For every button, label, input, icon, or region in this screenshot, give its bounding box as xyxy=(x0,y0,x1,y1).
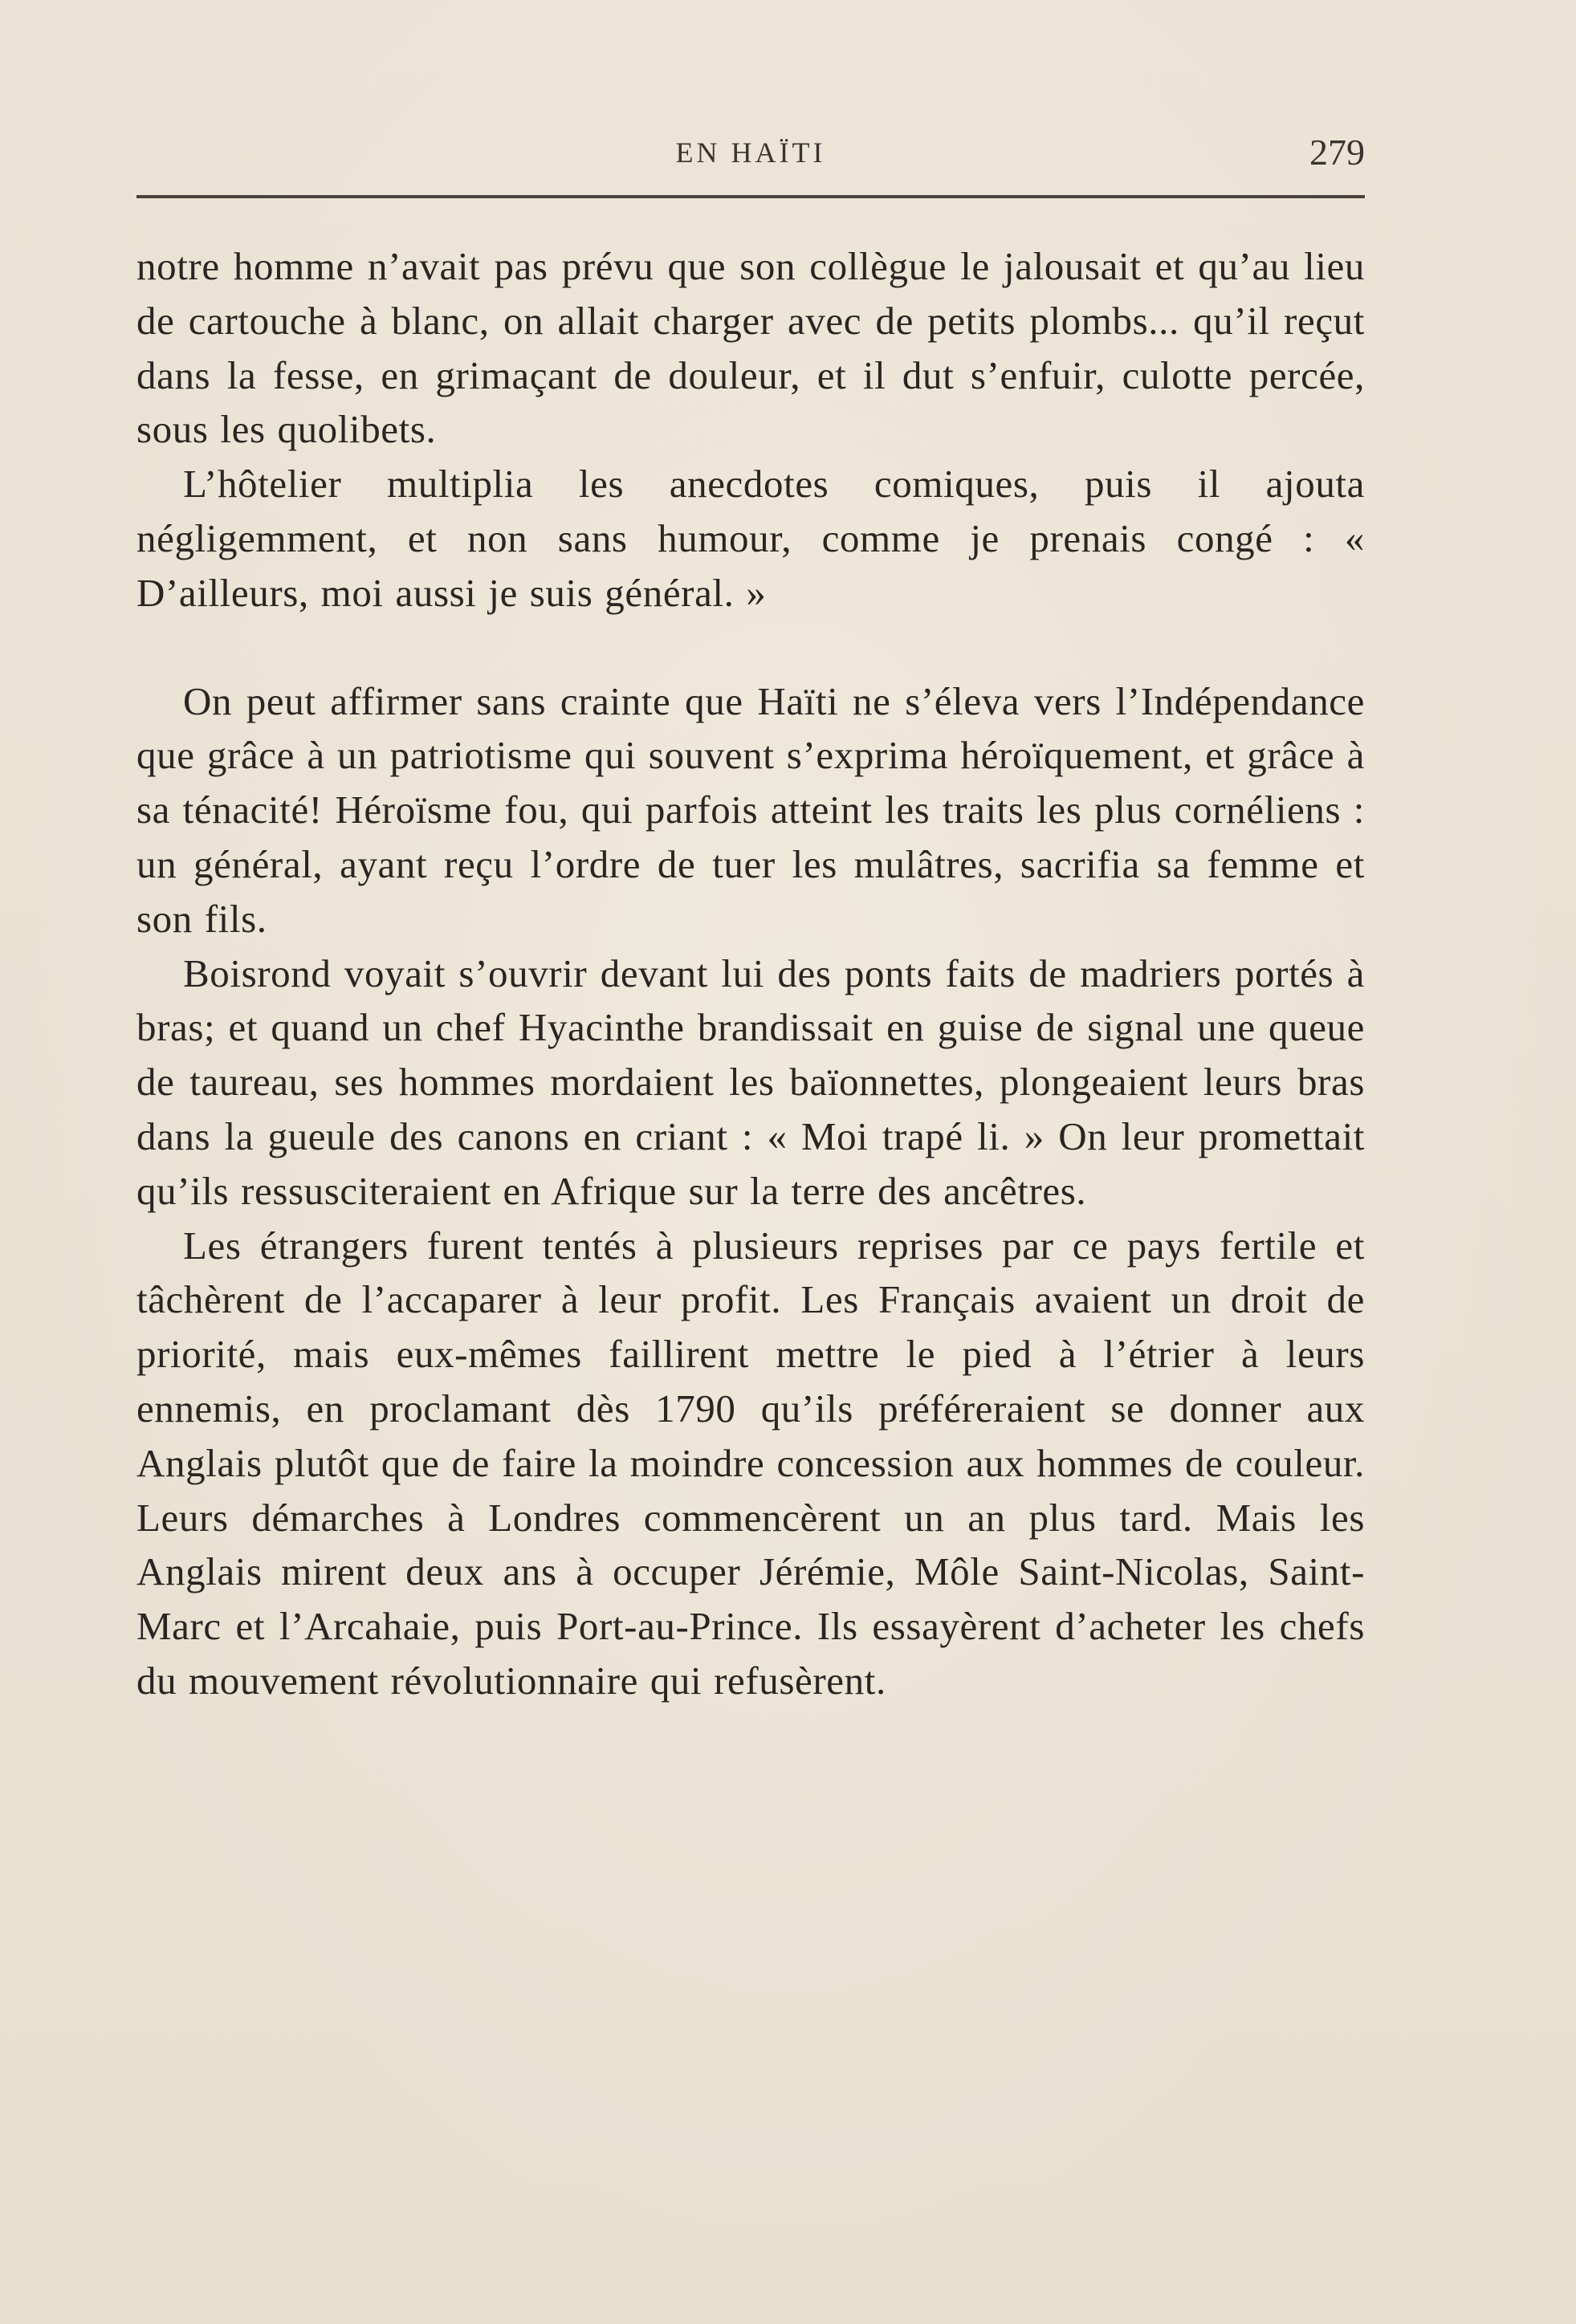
paragraph-continuation: notre homme n’avait pas prévu que son collègue le jalousait et qu’au lieu de cartouche à blanc, on allait charger avec de petits plombs... qu’il reçut dans la fesse, en grimaçant de douleur, et il dut s’enfuir, culotte percée, sous les quolibets. xyxy=(136,244,1365,452)
body-text xyxy=(136,239,1365,1708)
paragraph-hotelier: L’hôtelier multiplia les anecdotes comiques, puis il ajouta négligemment, et non sans humour, comme je prenais congé : « D’ailleurs, moi aussi je suis général. » xyxy=(136,462,1365,615)
page-number: 279 xyxy=(1309,132,1365,173)
running-head xyxy=(136,128,1365,177)
header-rule xyxy=(136,195,1365,198)
running-title: EN HAÏTI xyxy=(675,136,826,169)
paragraph-etrangers: Les étrangers furent tentés à plusieurs reprises par ce pays fertile et tâchèrent de l’accaparer à leur profit. Les Français avaient un droit de priorité, mais eux-mêmes faillirent mettre le pied à l’étrier à leurs ennemis, en proclamant dès 1790 qu’ils préféreraient se donner aux Anglais plutôt que de faire la moindre concession aux hommes de couleur. Leurs démarches à Londres commencèrent un an plus tard. Mais les Anglais mirent deux ans à occuper Jérémie, Môle Saint-Nicolas, Saint-Marc et l’Arcahaie, puis Port-au-Prince. Ils essayèrent d’acheter les chefs du mouvement révolutionnaire qui refusèrent. xyxy=(136,1223,1365,1703)
paragraph-boisrond: Boisrond voyait s’ouvrir devant lui des ponts faits de madriers portés à bras; et quand un chef Hyacinthe brandissait en guise de signal une queue de taureau, ses hommes mordaient les baïonnettes, plongeaient leurs bras dans la gueule des canons en criant : « Moi trapé li. » On leur promettait qu’ils ressusciteraient en Afrique sur la terre des ancêtres. xyxy=(136,950,1365,1213)
paragraph-independance: On peut affirmer sans crainte que Haïti ne s’éleva vers l’Indépendance que grâce à un patriotisme qui souvent s’exprima héroïquement, et grâce à sa ténacité! Héroïsme fou, qui parfois atteint les traits les plus cornéliens : un général, ayant reçu l’ordre de tuer les mulâtres, sacrifia sa femme et son fils. xyxy=(136,678,1365,941)
